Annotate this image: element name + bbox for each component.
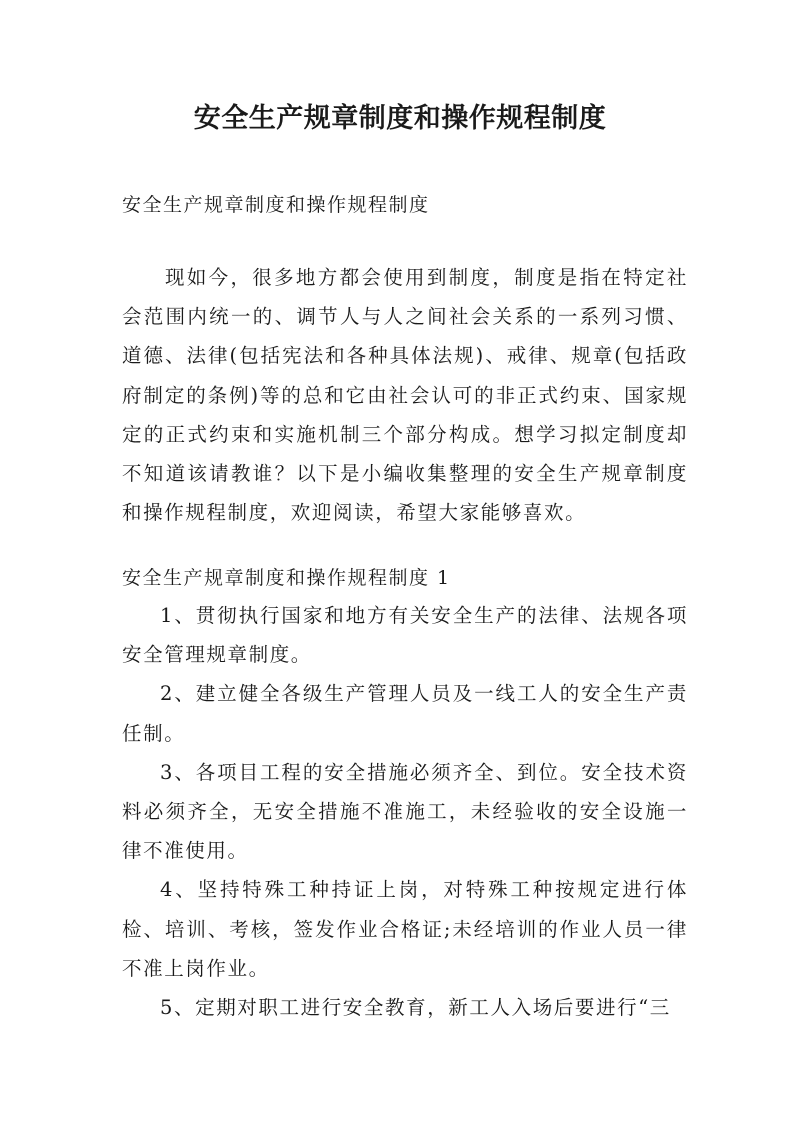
section-heading: 安全生产规章制度和操作规程制度 1 [122, 567, 451, 589]
list-item: 5、定期对职工进行安全教育，新工人入场后要进行“三 [160, 996, 671, 1020]
list-item: 2、建立健全各级生产管理人员及一线工人的安全生产责任制。 [122, 682, 688, 745]
document-title: 安全生产规章制度和操作规程制度 [193, 103, 607, 134]
regulation-list [122, 596, 688, 1027]
list-item: 1、贯彻执行国家和地方有关安全生产的法律、法规各项安全管理规章制度。 [122, 604, 688, 667]
document-subtitle: 安全生产规章制度和操作规程制度 [122, 194, 430, 216]
list-item: 3、各项目工程的安全措施必须齐全、到位。安全技术资料必须齐全，无安全措施不准施工，未经验收的安全设施一律不准使用。 [122, 760, 688, 863]
intro-paragraph: 现如今，很多地方都会使用到制度，制度是指在特定社会范围内统一的、调节人与人之间社会关系的一系列习惯、道德、法律(包括宪法和各种具体法规)、戒律、规章(包括政府制定的条例)等的总和它由社会认可的非正式约束、国家规定的正式约束和实施机制三个部分构成。想学习拟定制度却不知道该请教谁？以下是小编收集整理的安全生产规章制度和操作规程制度，欢迎阅读，希望大家能够喜欢。 [122, 266, 688, 525]
list-item: 4、坚持特殊工种持证上岗，对特殊工种按规定进行体检、培训、考核，签发作业合格证;未经培训的作业人员一律不准上岗作业。 [122, 878, 688, 980]
